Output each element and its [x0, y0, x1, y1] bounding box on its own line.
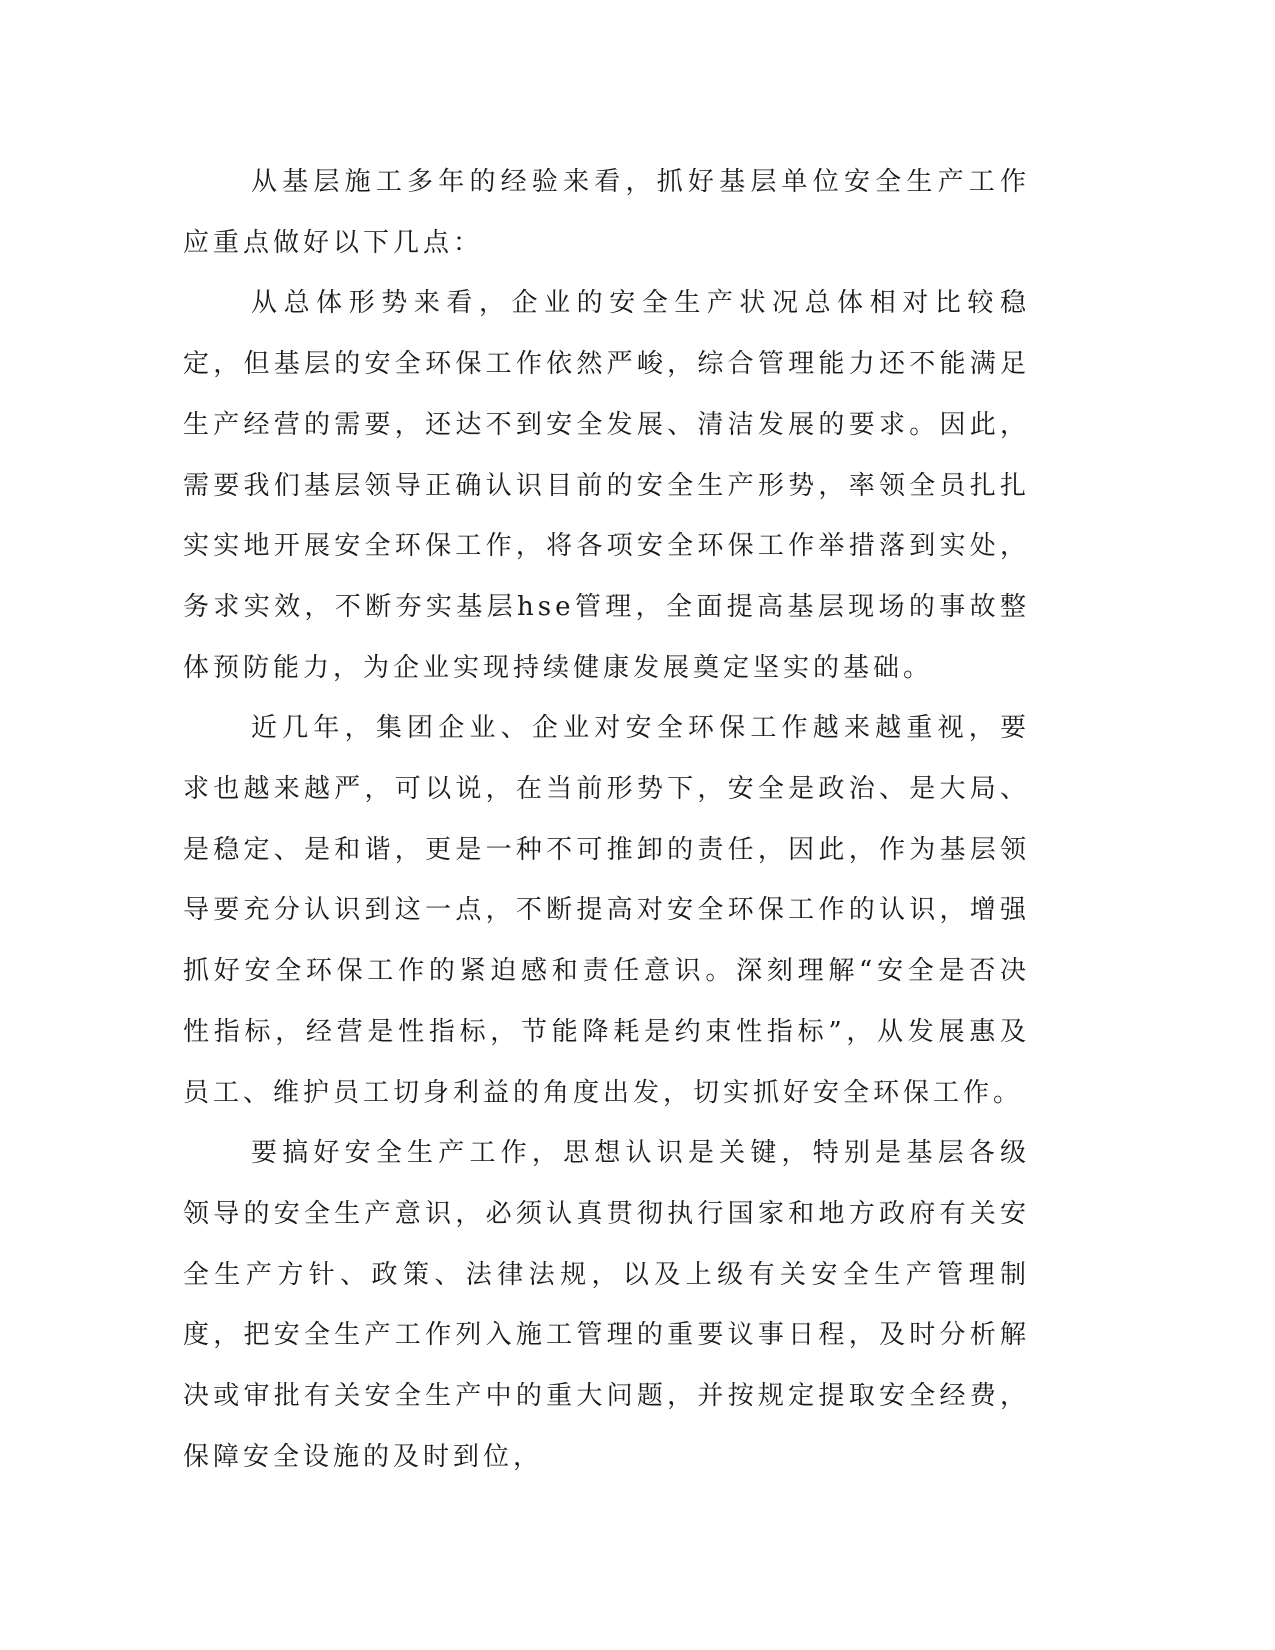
document-body: [183, 152, 1030, 1487]
paragraph-1: 从基层施工多年的经验来看，抓好基层单位安全生产工作应重点做好以下几点：: [183, 167, 1030, 258]
paragraph-2: 从总体形势来看，企业的安全生产状况总体相对比较稳定，但基层的安全环保工作依然严峻，综合管理能力还不能满足生产经营的需要，还达不到安全发展、清洁发展的要求。因此，需要我们基层领导正确认识目前的安全生产形势，率领全员扎扎实实地开展安全环保工作，将各项安全环保工作举措落到实处，务求实效，不断夯实基层hse管理，全面提高基层现场的事故整体预防能力，为企业实现持续健康发展奠定坚实的基础。: [183, 288, 1030, 683]
paragraph-4: 要搞好安全生产工作，思想认识是关键，特别是基层各级领导的安全生产意识，必须认真贯彻执行国家和地方政府有关安全生产方针、政策、法律法规，以及上级有关安全生产管理制度，把安全生产工作列入施工管理的重要议事日程，及时分析解决或审批有关安全生产中的重大问题，并按规定提取安全经费，保障安全设施的及时到位，: [183, 1138, 1030, 1472]
paragraph-3: 近几年，集团企业、企业对安全环保工作越来越重视，要求也越来越严，可以说，在当前形势下，安全是政治、是大局、是稳定、是和谐，更是一种不可推卸的责任，因此，作为基层领导要充分认识到这一点，不断提高对安全环保工作的认识，增强抓好安全环保工作的紧迫感和责任意识。深刻理解“安全是否决性指标，经营是性指标，节能降耗是约束性指标”，从发展惠及员工、维护员工切身利益的角度出发，切实抓好安全环保工作。: [183, 713, 1030, 1108]
